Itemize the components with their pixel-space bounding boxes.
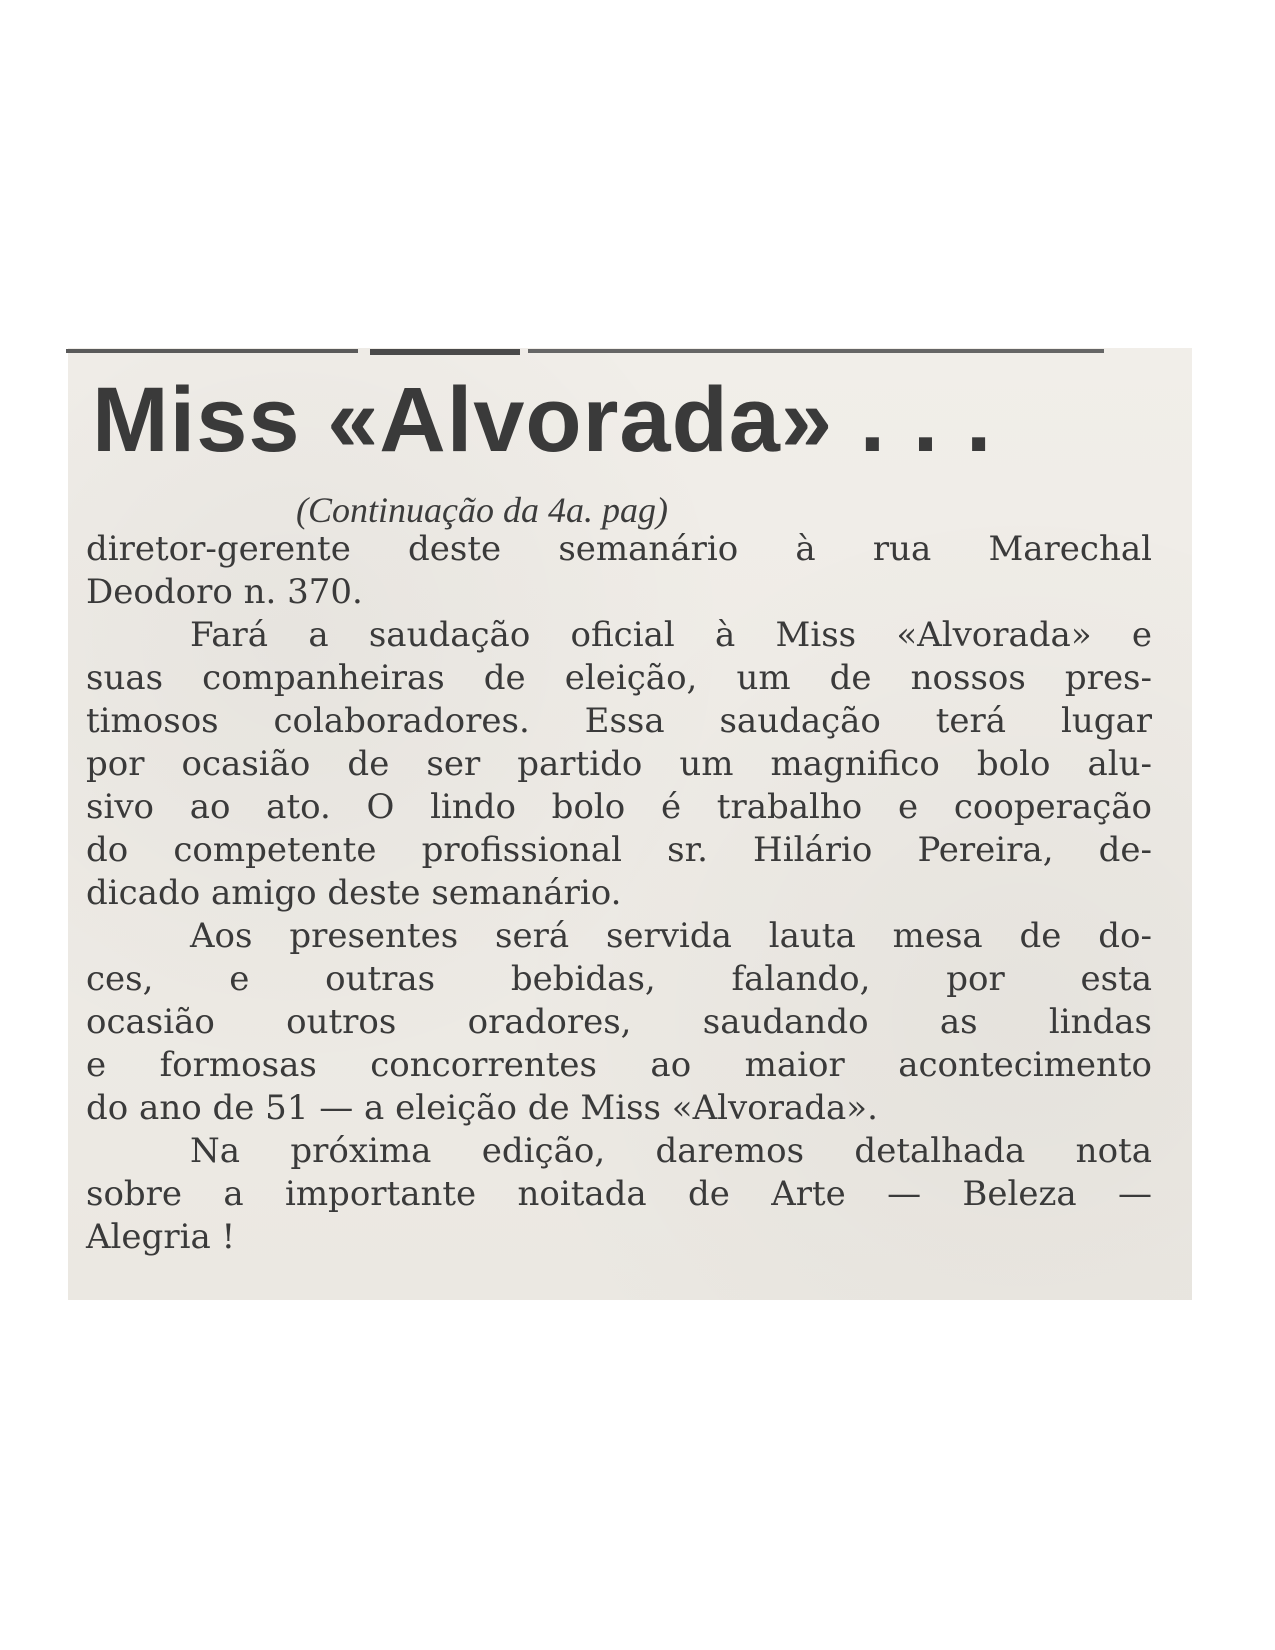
top-rule-right [528, 349, 1104, 353]
body-line: Deodoro n. 370. [86, 572, 363, 612]
body-line: Fará a saudação oficial à Miss «Alvorada» e [190, 615, 1152, 655]
body-line: Aos presentes será servida lauta mesa de do- [190, 916, 1152, 956]
body-line: timosos colaboradores. Essa saudação terá lugar [86, 701, 1152, 741]
body-line: ces, e outras bebidas, falando, por esta [86, 959, 1152, 999]
body-line: sivo ao ato. O lindo bolo é trabalho e cooperação [86, 787, 1152, 827]
body-line: do ano de 51 — a eleição de Miss «Alvorada». [86, 1088, 878, 1128]
body-line: e formosas concorrentes ao maior acontecimento [86, 1045, 1152, 1085]
body-line: ocasião outros oradores, saudando as lindas [86, 1002, 1152, 1042]
body-line: do competente profissional sr. Hilário Pereira, de- [86, 830, 1152, 870]
top-rule-left [66, 349, 358, 353]
body-line: diretor-gerente deste semanário à rua Marechal [86, 529, 1152, 569]
article-headline: Miss «Alvorada» . . . [92, 369, 993, 471]
body-line: dicado amigo deste semanário. [86, 873, 622, 913]
continuation-note: (Continuação da 4a. pag) [296, 490, 668, 530]
body-line: Na próxima edição, daremos detalhada nota [190, 1131, 1152, 1171]
body-line: Alegria ! [86, 1217, 236, 1257]
article-body [86, 528, 1152, 1259]
body-line: por ocasião de ser partido um magnifico bolo alu- [86, 744, 1152, 784]
body-line: sobre a importante noitada de Arte — Beleza — [86, 1174, 1152, 1214]
top-rule-middle [370, 349, 520, 355]
body-line: suas companheiras de eleição, um de nossos pres- [86, 658, 1152, 698]
